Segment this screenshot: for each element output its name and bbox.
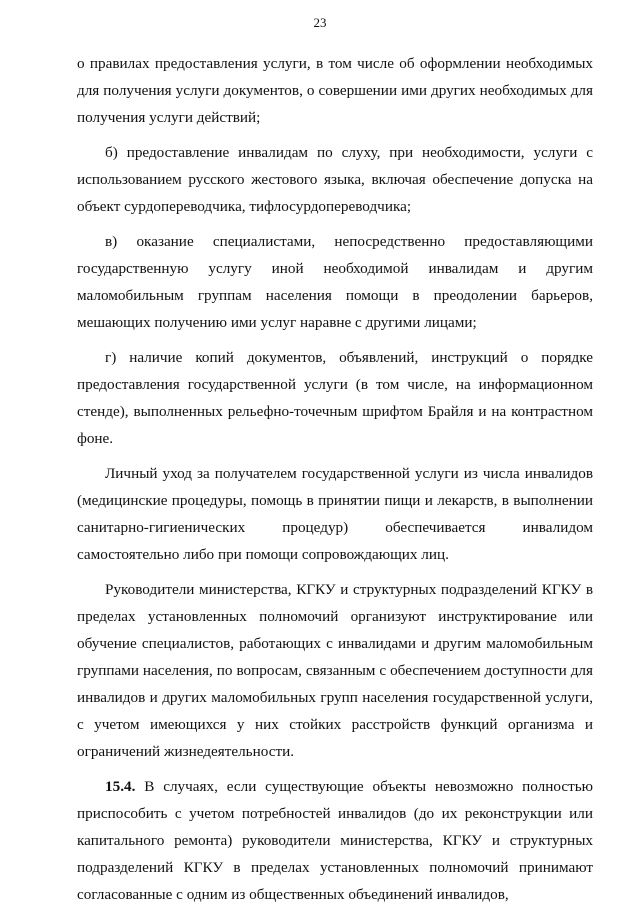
paragraph-continuation: о правилах предоставления услуги, в том числе об оформлении необходимых для получения услуги документов, о совершении ими других необходимых для получения услуги действий; bbox=[77, 55, 593, 126]
body-text bbox=[77, 50, 593, 916]
section-text: В случаях, если существующие объекты невозможно полностью приспособить с учетом потребностей инвалидов (до их реконструкции или капитального ремонта) руководители министерства, КГКУ и структурных подразделений КГКУ в пределах установленных полномочий принимают согласованные с одним из общественных объединений инвалидов, bbox=[77, 778, 593, 903]
paragraph-section-15-4 bbox=[77, 773, 593, 908]
paragraph-item-g: г) наличие копий документов, объявлений, инструкций о порядке предоставления государственной услуги (в том числе, на информационном стенде), выполненных рельефно-точечным шрифтом Брайля и на контрастном фоне. bbox=[77, 349, 593, 447]
section-label: 15.4. bbox=[105, 778, 136, 795]
paragraph-item-b: б) предоставление инвалидам по слуху, при необходимости, услуги с использованием русского жестового языка, включая обеспечение допуска на объект сурдопереводчика, тифлосурдопереводчика; bbox=[77, 144, 593, 215]
page-number: 23 bbox=[313, 15, 327, 30]
paragraph-personal-care: Личный уход за получателем государственной услуги из числа инвалидов (медицинские процедуры, помощь в принятии пищи и лекарств, в выполнении санитарно-гигиенических процедур) обеспечивается инвалидом самостоятельно либо при помощи сопровождающих лиц. bbox=[77, 465, 593, 563]
paragraph-item-v: в) оказание специалистами, непосредственно предоставляющими государственную услугу иной необходимой инвалидам и другим маломобильным группам населения помощи в преодолении барьеров, мешающих получению ими услуг наравне с другими лицами; bbox=[77, 233, 593, 331]
paragraph-staff-training: Руководители министерства, КГКУ и структурных подразделений КГКУ в пределах установленных полномочий организуют инструктирование или обучение специалистов, работающих с инвалидами и другим маломобильным группами населения, по вопросам, связанным с обеспечением доступности для инвалидов и других маломобильных групп населения государственной услуги, с учетом имеющихся у них стойких расстройств функций организма и ограничений жизнедеятельности. bbox=[77, 581, 593, 760]
